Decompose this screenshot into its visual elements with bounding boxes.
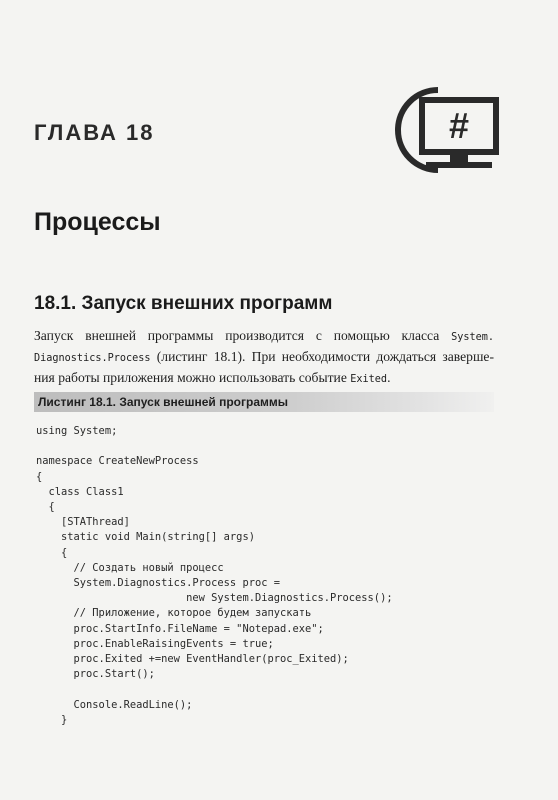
code-line: static void Main(string[] args) — [36, 531, 255, 544]
listing-title: Листинг 18.1. Запуск внешней программы — [38, 395, 289, 409]
code-line: } — [36, 713, 68, 726]
code-line: { — [36, 470, 43, 483]
code-line: proc.Exited +=new EventHandler(proc_Exited); — [36, 653, 349, 665]
code-line: System.Diagnostics.Process proc = — [36, 577, 280, 589]
code-line: proc.EnableRaisingEvents = true; — [36, 637, 274, 650]
code-line: // Создать новый процесс — [36, 561, 224, 574]
code-line: // Приложение, которое будем запускать — [36, 607, 312, 620]
code-line: namespace CreateNewProcess — [36, 455, 199, 468]
logo-hash-symbol: # — [448, 105, 470, 146]
code-line: [STAThread] — [36, 516, 130, 529]
intro-code-class: System. Diagnostics.Process — [34, 332, 494, 364]
chapter-title: Процессы — [34, 208, 161, 236]
intro-paragraph — [34, 326, 494, 389]
listing-header — [34, 392, 494, 412]
intro-text-3: . — [387, 370, 391, 385]
code-line: proc.StartInfo.FileName = "Notepad.exe"; — [36, 622, 324, 635]
intro-code-event: Exited — [350, 374, 388, 385]
code-line: { — [36, 501, 55, 513]
code-line: proc.Start(); — [36, 668, 155, 681]
code-line: new System.Diagnostics.Process(); — [36, 592, 393, 605]
code-line: using System; — [36, 425, 118, 437]
intro-text-1: Запуск внешней программы производится с помощью класса — [34, 328, 452, 343]
section-title: 18.1. Запуск внешних программ — [34, 293, 333, 314]
monitor-hash-icon — [392, 82, 504, 182]
chapter-label: ГЛАВА 18 — [34, 120, 155, 145]
intro-text-2: (листинг 18.1). При необходимости дождаться заверше-ния работы приложения можно использовать событие — [34, 349, 494, 385]
code-line: { — [36, 546, 68, 559]
code-line: Console.ReadLine(); — [36, 698, 193, 711]
code-line: class Class1 — [36, 485, 124, 498]
